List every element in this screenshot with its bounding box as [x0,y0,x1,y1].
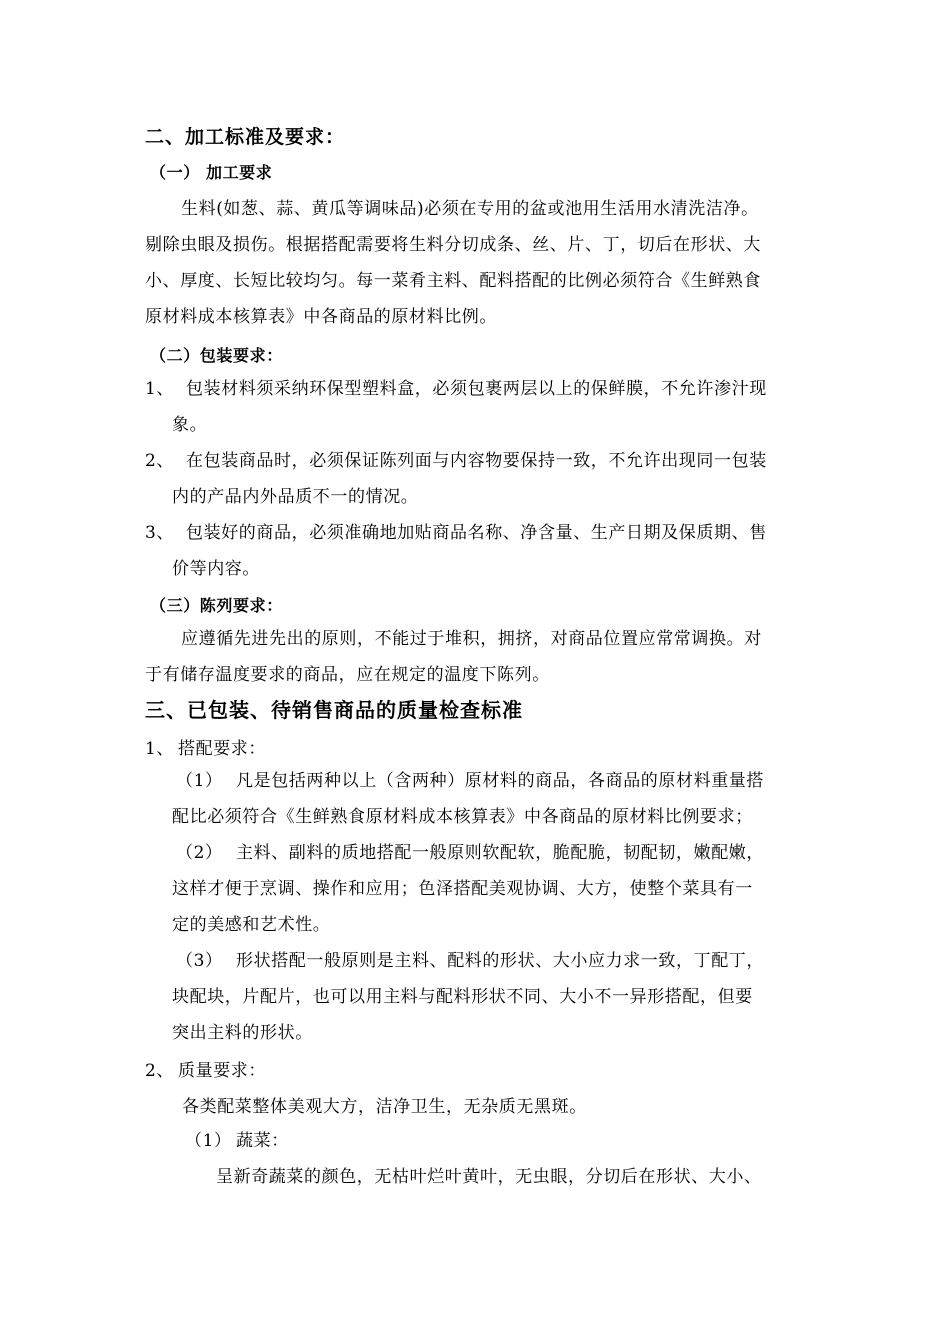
section-3-title: 三、已包装、待销售商品的质量检查标准 [145,698,523,722]
paragraph-line: 小、厚度、长短比较均匀。每一菜肴主料、配料搭配的比例必须符合《生鲜熟食 [145,271,761,291]
point-line: 定的美感和艺术性。 [172,915,331,935]
paragraph-line: 生料(如葱、蒜、黄瓜等调味品)必须在专用的盆或池用生活用水清洗洁净。 [181,199,759,219]
list-item-line: 内的产品内外品质不一的情况。 [172,487,419,507]
point-line: 这样才便于烹调、操作和应用；色泽搭配美观协调、大方，使整个菜具有一 [172,879,753,899]
point-line: 块配块，片配片，也可以用主料与配料形状不同、大小不一异形搭配，但要 [172,987,753,1007]
list-item-label: 搭配要求： [178,739,266,759]
section-2-title: 二、加工标准及要求： [145,126,346,148]
paragraph-line: 应遵循先进先出的原则，不能过于堆积，拥挤，对商品位置应常常调换。对 [181,629,762,649]
paragraph-line: 原材料成本核算表》中各商品的原材料比例。 [145,307,497,327]
point-number: （2） [176,843,223,863]
point-line: 配比必须符合《生鲜熟食原材料成本核算表》中各商品的原材料比例要求； [172,807,753,827]
point-line: 突出主料的形状。 [172,1023,313,1043]
point-line: 主料、副料的质地搭配一般原则软配软，脆配脆，韧配韧，嫩配嫩， [236,843,764,863]
point-number: （1） [185,1131,232,1151]
subsection-3-title: （三）陈列要求： [150,596,283,615]
paragraph-line: 呈新奇蔬菜的颜色，无枯叶烂叶黄叶，无虫眼，分切后在形状、大小、 [216,1167,762,1187]
list-item-line: 在包装商品时，必须保证陈列面与内容物要保持一致，不允许出现同一包装 [186,451,767,471]
paragraph-line: 各类配菜整体美观大方，洁净卫生，无杂质无黑斑。 [182,1097,587,1117]
list-number: 3、 [145,523,175,543]
point-label: 蔬菜： [236,1131,289,1151]
list-item-line: 包装好的商品，必须准确地加贴商品名称、净含量、生产日期及保质期、售 [186,523,767,543]
point-line: 形状搭配一般原则是主料、配料的形状、大小应力求一致，丁配丁， [236,951,764,971]
paragraph-line: 于有储存温度要求的商品，应在规定的温度下陈列。 [145,665,550,685]
list-item-line: 象。 [172,415,208,435]
list-item-line: 价等内容。 [172,559,260,579]
list-number: 2、 [145,451,175,471]
list-item-line: 包装材料须采纳环保型塑料盒，必须包裹两层以上的保鲜膜，不允许渗汁现 [186,379,767,399]
point-line: 凡是包括两种以上（含两种）原材料的商品，各商品的原材料重量搭 [236,771,764,791]
point-number: （1） [176,771,223,791]
list-number: 1、 [145,379,175,399]
point-number: （3） [176,951,223,971]
list-number: 2、 [145,1061,175,1081]
paragraph-line: 剔除虫眼及损伤。根据搭配需要将生料分切成条、丝、片、丁，切后在形状、大 [145,235,761,255]
subsection-1-title: （一） 加工要求 [150,163,273,182]
subsection-2-title: （二）包装要求： [150,346,283,365]
list-item-label: 质量要求： [178,1061,266,1081]
list-number: 1、 [145,739,175,759]
